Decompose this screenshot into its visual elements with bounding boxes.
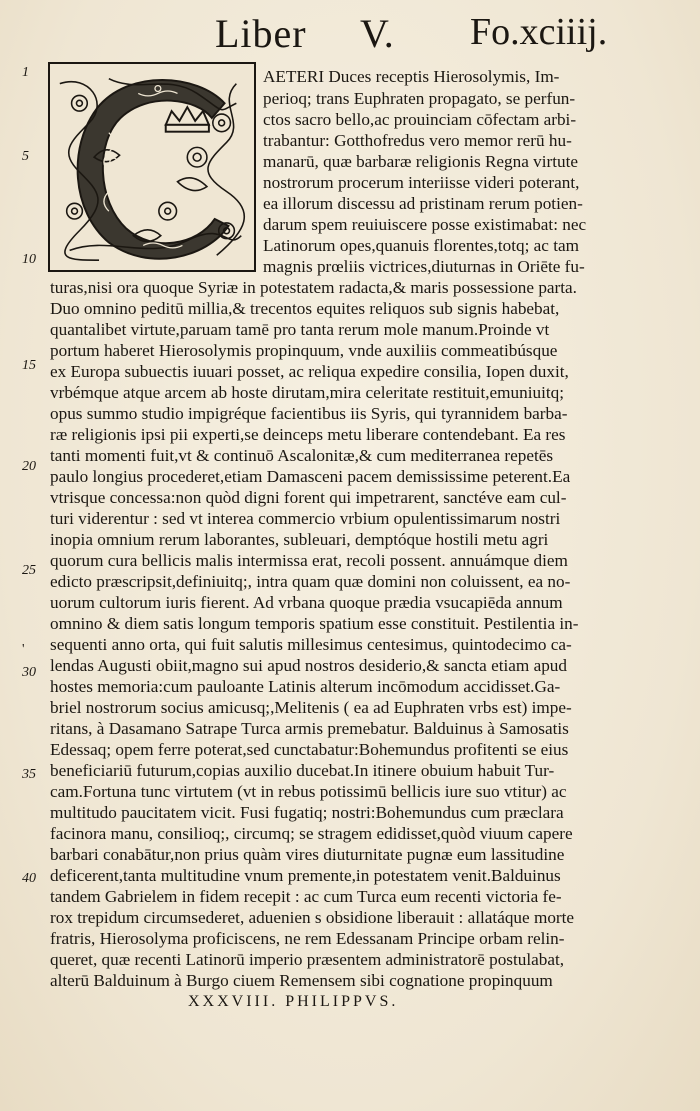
text-line: turi viderentur : sed vt interea commercio vrbium opulentissimarum nostri <box>50 509 561 528</box>
text-line: Latinorum opes,quanuis florentes,totq; ac tam <box>263 236 579 255</box>
text-line: darum spem reuiuiscere posse existimabat: nec <box>263 215 587 234</box>
text-line: turas,nisi ora quoque Syriæ in potestatem radacta,& maris possessione parta. <box>50 278 577 297</box>
line-number: 20 <box>22 459 36 474</box>
text-line: omnino & diem satis longum temporis spatium esse constituit. Pestilentia in- <box>50 614 579 633</box>
text-line: nostrorum procerum interiisse videri poterant, <box>263 173 580 192</box>
text-line: opus summo studio impigréque facientibus iis Syris, qui tyrannidem barba- <box>50 404 568 423</box>
line-number: 15 <box>22 358 36 373</box>
text-line: beneficiariū futurum,copias auxilio ducebat.In itinere obuium habuit Tur- <box>50 761 555 780</box>
text-line: Edessaq; opem ferre poterat,sed cunctabatur:Bohemundus profitenti se eius <box>50 740 569 759</box>
text-line: hostes memoria:cum pauloante Latinis alterum incōmodum accidisset.Ga- <box>50 677 561 696</box>
text-line: manarū, quæ barbaræ religionis Regna virtute <box>263 152 579 171</box>
text-line: queret, quæ recenti Latinorū imperio præsentem administratorē postulabat, <box>50 950 565 969</box>
running-header <box>0 6 700 56</box>
text-line: inopia omnium rerum laborantes, subleuari, demptóque hostili metu agri <box>50 530 549 549</box>
text-line: facinora manu, consilioq;, circumq; se stragem edidisset,quòd viuum capere <box>50 824 573 843</box>
text-line: cam.Fortuna tunc virtutem (vt in rebus potissimū bellicis iure suo vtitur) ac <box>50 782 567 801</box>
line-number: 5 <box>22 149 29 164</box>
text-line: AETERI Duces receptis Hierosolymis, Im- <box>263 67 560 86</box>
text-line: rox trepidum circumsederet, aduenien s obsidione liberauit : allatáque morte <box>50 908 575 927</box>
line-number: 10 <box>22 252 36 267</box>
text-line: ritans, à Dasamano Satrape Turca armis premebatur. Balduinus à Samosatis <box>50 719 569 738</box>
text-line: paulo longius procederet,etiam Damasceni pacem demississime peterent.Ea <box>50 467 571 486</box>
text-line: Duo omnino peditū millia,& trecentos equites reliquos sub signis habebat, <box>50 299 560 318</box>
text-line: sequenti anno orta, qui fuit salutis millesimus centesimus, quintodecimo ca- <box>50 635 572 654</box>
header-book: Liber <box>215 11 307 56</box>
margin-mark: ' <box>22 642 25 657</box>
text-line: uorum cultorum iuris fierent. Ad vrbana quoque prædia vsucapiēda annum <box>50 593 563 612</box>
text-line: ea illorum discessu ad pristinam rerum potien- <box>263 194 583 213</box>
ornament-initial-c-icon <box>50 64 254 270</box>
text-line: ctos sacro bello,ac prouinciam cōfectam arbi- <box>263 110 577 129</box>
text-line: vrbémque atque arcem ab hoste dirutam,mira celeritate restituit,emuniuitq; <box>50 383 565 402</box>
header-book-number: V. <box>360 11 394 56</box>
line-number: 1 <box>22 65 29 80</box>
line-number: 30 <box>22 665 36 680</box>
text-line: ex Europa subuectis iuuari posset, ac reliqua expedire consilia, Iopen duxit, <box>50 362 569 381</box>
text-line: deficerent,tanta multitudine vnum premente,in potestatem venit.Balduinus <box>50 866 561 885</box>
text-line: briel nostrorum socius amicusq;,Melitenis ( ea ad Euphraten vrbs est) impe- <box>50 698 572 717</box>
text-line: tanti momenti fuit,vt & continuō Ascalonitæ,& cum mediterranea repetēs <box>50 446 554 465</box>
text-line: magnis prœliis victrices,diuturnas in Oriēte fu- <box>263 257 585 276</box>
decorated-initial <box>48 62 256 272</box>
text-line: portum haberet Hierosolymis propinquum, vnde auxiliis commeatibúsque <box>50 341 558 360</box>
text-line: multitudo paucitatem vicit. Fusi fugatiq; nostri:Bohemundus cum præclara <box>50 803 564 822</box>
line-number: 40 <box>22 871 36 886</box>
text-line: trabantur: Gotthofredus vero memor rerū hu- <box>263 131 572 150</box>
text-line: fratris, Hierosolyma proficiscens, ne rem Edessanam Principe orbam relin- <box>50 929 565 948</box>
text-line: alterū Balduinum à Burgo ciuem Remensem sibi cognatione propinquum <box>50 971 553 990</box>
catchword: XXXVIII. PHILIPPVS. <box>188 993 399 1010</box>
line-number: 25 <box>22 563 36 578</box>
text-line: tandem Gabrielem in fidem recepit : ac cum Turca eum recenti victoria fe- <box>50 887 562 906</box>
line-number: 35 <box>22 767 36 782</box>
text-line: lendas Augusti obiit,magno sui apud nostros desiderio,& sancta etiam apud <box>50 656 567 675</box>
text-line: perioq; trans Euphraten propagato, se perfun- <box>263 89 576 108</box>
text-line: quantalibet virtute,paruam tamē pro tanta rerum mole manum.Proinde vt <box>50 320 550 339</box>
text-line: edicto præscripsit,definiuitq;, intra quam quæ domini non coluissent, ea no- <box>50 572 571 591</box>
header-folio: Fo.xciiij. <box>470 11 608 53</box>
text-line: quorum cura bellicis malis intermissa erat, recoli possent. annuámque diem <box>50 551 568 570</box>
text-line: vtrisque concessa:non quòd digni forent qui impetrarent, sanctéve eam cul- <box>50 488 567 507</box>
text-line: ræ religionis ipsi pii experti,se deinceps metu liberare contendebant. Ea res <box>50 425 566 444</box>
text-line: barbari conabātur,non prius quàm vires diuturnitate pugnæ eum lassitudine <box>50 845 565 864</box>
